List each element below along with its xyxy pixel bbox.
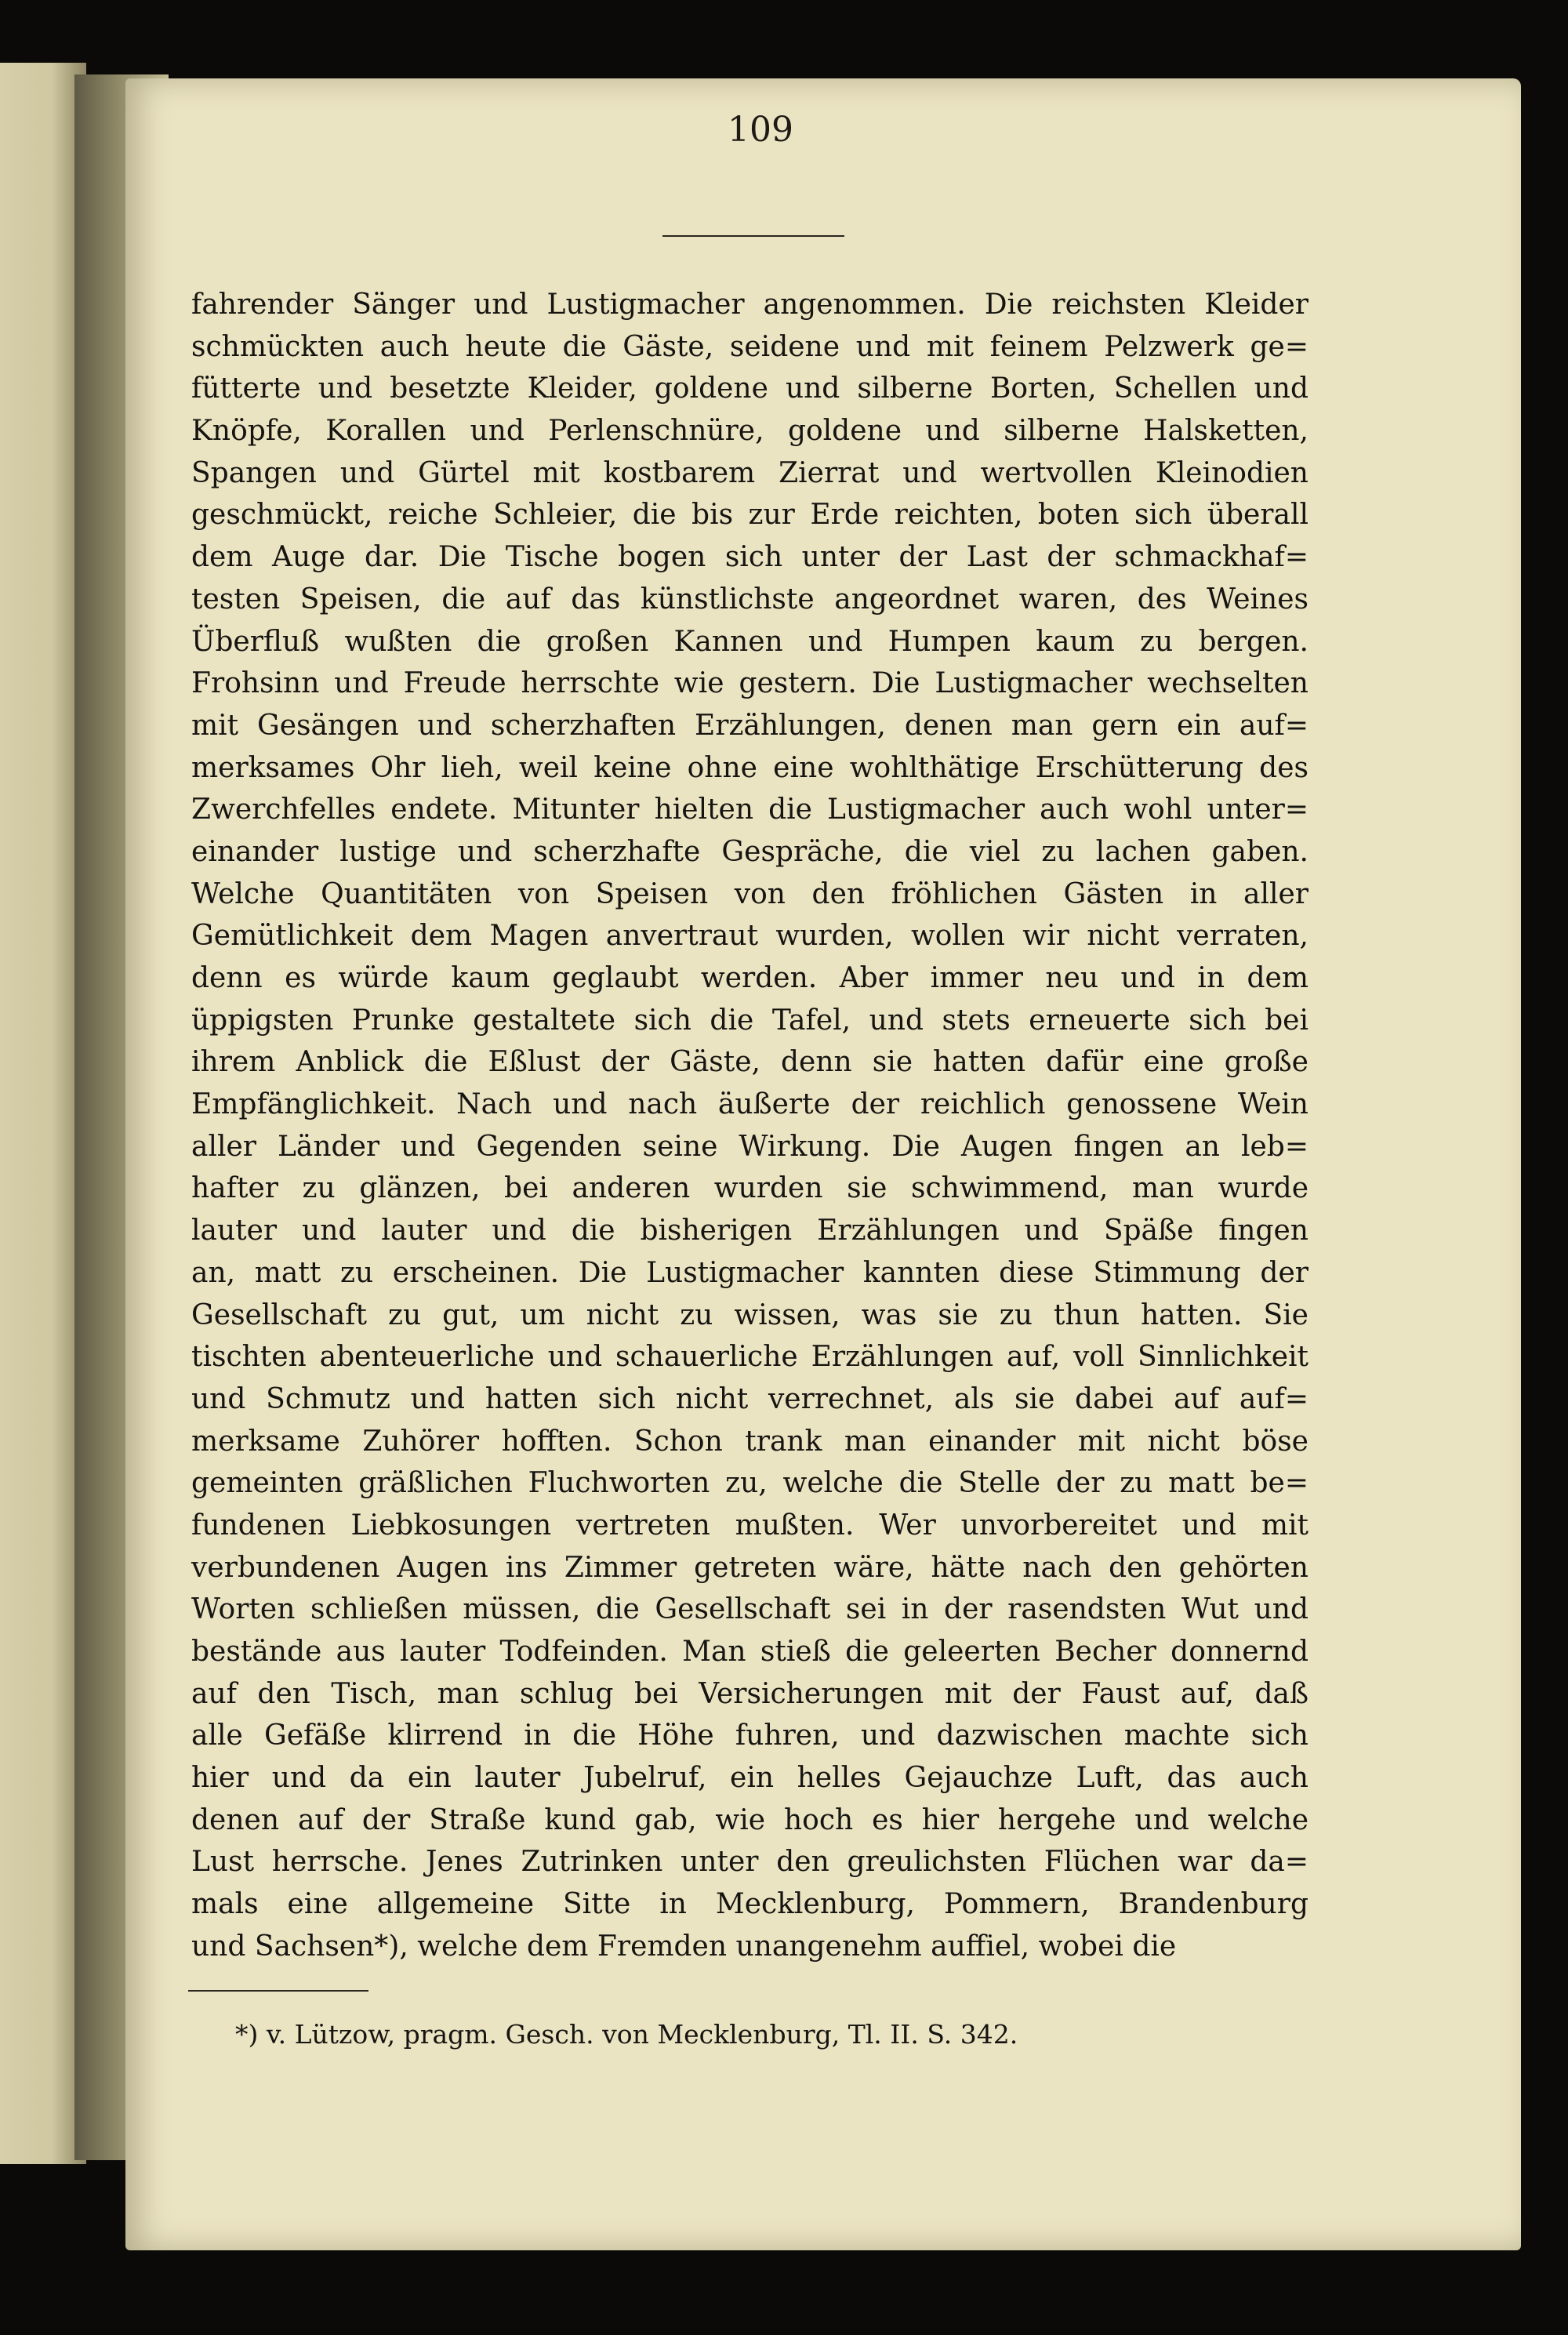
text-line: mit Gesängen und scherzhaften Erzählungen, denen man gern ein auf= <box>191 709 1308 742</box>
text-line: fütterte und besetzte Kleider, goldene und silberne Borten, Schellen und <box>191 372 1308 405</box>
page-number-rule <box>662 235 844 237</box>
text-line: auf den Tisch, man schlug bei Versicherungen mit der Faust auf, daß <box>191 1677 1308 1710</box>
text-line: und Sachsen*), welche dem Fremden unangenehm auffiel, wobei die <box>191 1930 1177 1963</box>
text-line: und Schmutz und hatten sich nicht verrechnet, als sie dabei auf auf= <box>191 1382 1308 1415</box>
page-number: 109 <box>728 110 793 150</box>
body-text <box>191 284 1308 1968</box>
footnote-rule <box>188 1990 368 1992</box>
text-line: einander lustige und scherzhafte Gespräche, die viel zu lachen gaben. <box>191 835 1308 868</box>
text-line: Gesellschaft zu gut, um nicht zu wissen, was sie zu thun hatten. Sie <box>191 1298 1308 1331</box>
text-line: lauter und lauter und die bisherigen Erzählungen und Späße fingen <box>191 1215 1308 1247</box>
text-line: denen auf der Straße kund gab, wie hoch es hier hergehe und welche <box>191 1803 1308 1836</box>
text-line: Knöpfe, Korallen und Perlenschnüre, goldene und silberne Halsketten, <box>191 415 1308 448</box>
text-line: Empfänglichkeit. Nach und nach äußerte der reichlich genossene Wein <box>191 1088 1308 1121</box>
text-line: alle Gefäße klirrend in die Höhe fuhren, und dazwischen machte sich <box>191 1719 1308 1752</box>
text-line: merksames Ohr lieh, weil keine ohne eine wohlthätige Erschütterung des <box>191 751 1308 784</box>
text-line: mals eine allgemeine Sitte in Mecklenburg, Pommern, Brandenburg <box>191 1888 1308 1921</box>
footnote: *) v. Lützow, pragm. Gesch. von Mecklenburg, Tl. II. S. 342. <box>235 2019 1018 2050</box>
text-line: Frohsinn und Freude herrschte wie gestern. Die Lustigmacher wechselten <box>191 667 1308 700</box>
text-line: Gemütlichkeit dem Magen anvertraut wurden, wollen wir nicht verraten, <box>191 920 1308 953</box>
text-line: Zwerchfelles endete. Mitunter hielten die Lustigmacher auch wohl unter= <box>191 793 1308 826</box>
text-line: geschmückt, reiche Schleier, die bis zur Erde reichten, boten sich überall <box>191 499 1308 532</box>
text-line: merksame Zuhörer hofften. Schon trank man einander mit nicht böse <box>191 1425 1308 1458</box>
text-line: Welche Quantitäten von Speisen von den fröhlichen Gästen in aller <box>191 877 1308 910</box>
text-line: bestände aus lauter Todfeinden. Man stieß die geleerten Becher donnernd <box>191 1636 1308 1668</box>
text-line: Spangen und Gürtel mit kostbarem Zierrat und wertvollen Kleinodien <box>191 456 1308 489</box>
text-line: fahrender Sänger und Lustigmacher angenommen. Die reichsten Kleider <box>191 289 1308 321</box>
text-line: Lust herrsche. Jenes Zutrinken unter den greulichsten Flüchen war da= <box>191 1846 1308 1879</box>
text-line: testen Speisen, die auf das künstlichste angeordnet waren, des Weines <box>191 583 1308 616</box>
text-line: Überfluß wußten die großen Kannen und Humpen kaum zu bergen. <box>191 625 1308 658</box>
text-line: üppigsten Prunke gestaltete sich die Tafel, und stets erneuerte sich bei <box>191 1004 1308 1037</box>
text-line: an, matt zu erscheinen. Die Lustigmacher kannten diese Stimmung der <box>191 1256 1308 1289</box>
text-line: dem Auge dar. Die Tische bogen sich unter der Last der schmackhaf= <box>191 541 1308 574</box>
text-line: gemeinten gräßlichen Fluchworten zu, welche die Stelle der zu matt be= <box>191 1467 1308 1500</box>
text-line: hafter zu glänzen, bei anderen wurden sie schwimmend, man wurde <box>191 1172 1308 1205</box>
text-line: aller Länder und Gegenden seine Wirkung. Die Augen fingen an leb= <box>191 1130 1308 1163</box>
text-line: Worten schließen müssen, die Gesellschaft sei in der rasendsten Wut und <box>191 1593 1308 1626</box>
text-line: ihrem Anblick die Eßlust der Gäste, denn sie hatten dafür eine große <box>191 1046 1308 1079</box>
previous-page-edge <box>0 63 86 2164</box>
text-line: fundenen Liebkosungen vertreten mußten. Wer unvorbereitet und mit <box>191 1509 1308 1542</box>
text-line: denn es würde kaum geglaubt werden. Aber immer neu und in dem <box>191 962 1308 994</box>
text-line: schmückten auch heute die Gäste, seidene und mit feinem Pelzwerk ge= <box>191 330 1308 363</box>
text-line: verbundenen Augen ins Zimmer getreten wäre, hätte nach den gehörten <box>191 1551 1308 1584</box>
text-line: hier und da ein lauter Jubelruf, ein helles Gejauchze Luft, das auch <box>191 1762 1308 1795</box>
text-line: tischten abenteuerliche und schauerliche Erzählungen auf, voll Sinnlichkeit <box>191 1341 1308 1374</box>
